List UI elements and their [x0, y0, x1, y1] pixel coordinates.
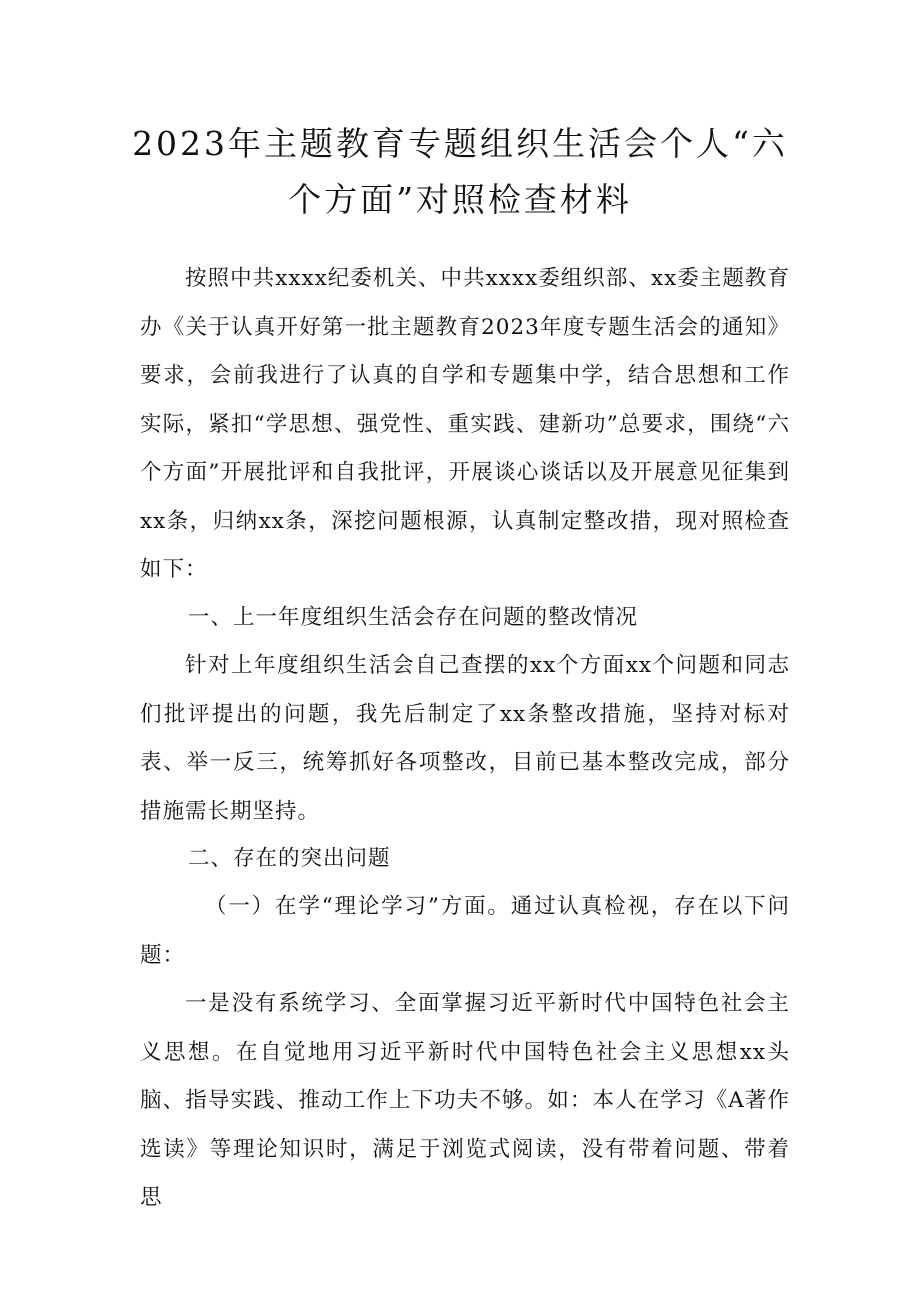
document-title-line-2: 个方面”对照检查材料 [288, 180, 632, 219]
intro-paragraph: 按照中共xxxx纪委机关、中共xxxx委组织部、xx委主题教育办《关于认真开好第一批主题教育2023年度专题生活会的通知》要求，会前我进行了认真的自学和专题集中学，结合思想和工作实际，紧扣“学思想、强党性、重实践、建新功”总要求，围绕“六个方面”开展批评和自我批评，开展谈心谈话以及开展意见征集到xx条，归纳xx条，深挖问题根源，认真制定整改措，现对照检查如下： [140, 266, 790, 582]
section-1-paragraph: 针对上年度组织生活会自己查摆的xx个方面xx个问题和同志们批评提出的问题，我先后制定了xx条整改措施，坚持对标对表、举一反三，统筹抓好各项整改，目前已基本整改完成，部分措施需长期坚持。 [140, 653, 790, 824]
document-title-line-1: 2023年主题教育专题组织生活会个人“六 [132, 124, 788, 163]
section-2-heading: 二、存在的突出问题 [188, 846, 391, 871]
subsection-1-paragraph: （一）在学“理论学习”方面。通过认真检视，存在以下问题： [140, 894, 790, 968]
section-1-heading: 一、上一年度组织生活会存在问题的整改情况 [188, 605, 639, 630]
item-1-paragraph: 一是没有系统学习、全面掌握习近平新时代中国特色社会主义思想。在自觉地用习近平新时代中国特色社会主义思想xx头脑、指导实践、推动工作上下功夫不够。如：本人在学习《A著作选读》等理论知识时，满足于浏览式阅读，没有带着问题、带着思 [140, 991, 790, 1210]
